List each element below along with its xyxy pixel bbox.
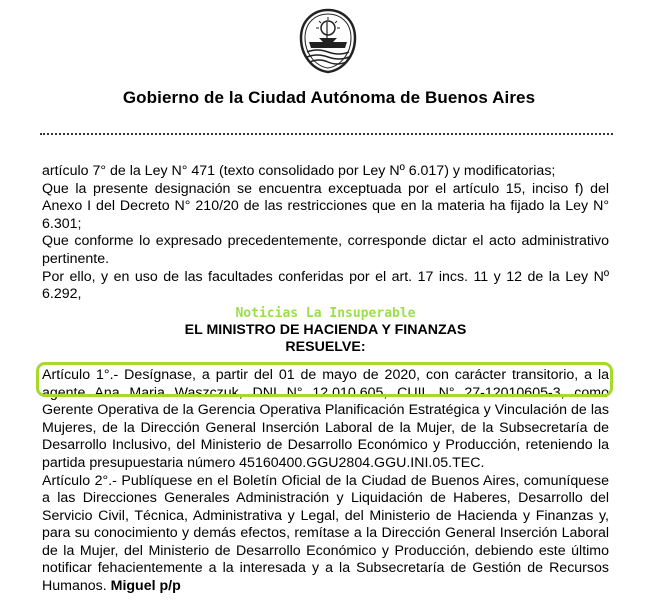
minister-heading: EL MINISTRO DE HACIENDA Y FINANZAS — [184, 321, 467, 338]
intro-paragraph-4: Por ello, y en uso de las facultades conferidas por el art. 17 incs. 11 y 12 de la Ley Nº 6.292, — [42, 268, 609, 303]
intro-paragraph-1: artículo 7° de la Ley N° 471 (texto consolidado por Ley Nº 6.017) y modificatorias; — [42, 163, 556, 179]
resuelve-heading: RESUELVE: — [285, 339, 366, 356]
government-title: Gobierno de la Ciudad Autónoma de Buenos Aires — [122, 88, 536, 107]
intro-paragraph-3: Que conforme lo expresado precedentemente, corresponde dictar el acto administrativo pertinente. — [42, 233, 609, 267]
watermark-text: Noticias La Insuperable — [235, 305, 416, 321]
article-1-line-2: agente Ana Maria Waszczuk, DNI N° 12.010.605, CUIL N° 27-12010605-3, como — [42, 384, 609, 401]
signature: Miguel p/p — [110, 578, 181, 595]
article-2-paragraph — [42, 473, 609, 596]
spacer — [42, 357, 609, 367]
article-2-text: Artículo 2°.- Publíquese en el Boletín Oficial de la Ciudad de Buenos Aires, comuníquese a las Direcciones Generales Administración y Liquidación de Haberes, Desarrollo del Servicio Civil, Técnica, Administrativa y Legal, del Ministerio de Hacienda y Finanzas y, para su conocimiento y demás efectos, remítase a la Dirección General Inserción Laboral de la Mujer, del Ministerio de Desarrollo Económico y Producción, debiendo este último notificar fehacientemente a la interesada y a la Subsecretaría de Gestión de Recursos Humanos. — [42, 472, 609, 595]
header-divider — [40, 133, 613, 135]
city-seal-icon — [297, 8, 359, 74]
article-1-rest: Gerente Operativa de la Gerencia Operativa Planificación Estratégica y Vinculación de las Mujeres, de la Dirección General Inserción Laboral de la Mujer, de la Subsecretaría de Desarrollo Inclusivo, del Ministerio de Desarrollo Económico y Producción, reteniendo la partida presupuestaria número 45160400.GGU2804.GGU.INI.05.TEC. — [42, 402, 609, 471]
intro-paragraph-2: Que la presente designación se encuentra exceptuada por el artículo 15, inciso f) del Anexo I del Decreto N° 210/20 de las restricciones que en la materia ha fijado la Ley N° 6.301; — [42, 180, 609, 232]
document-body — [42, 163, 609, 596]
article-1-line-1: Artículo 1°.- Desígnase, a partir del 01 de mayo de 2020, con carácter transitorio, a la — [42, 366, 609, 383]
